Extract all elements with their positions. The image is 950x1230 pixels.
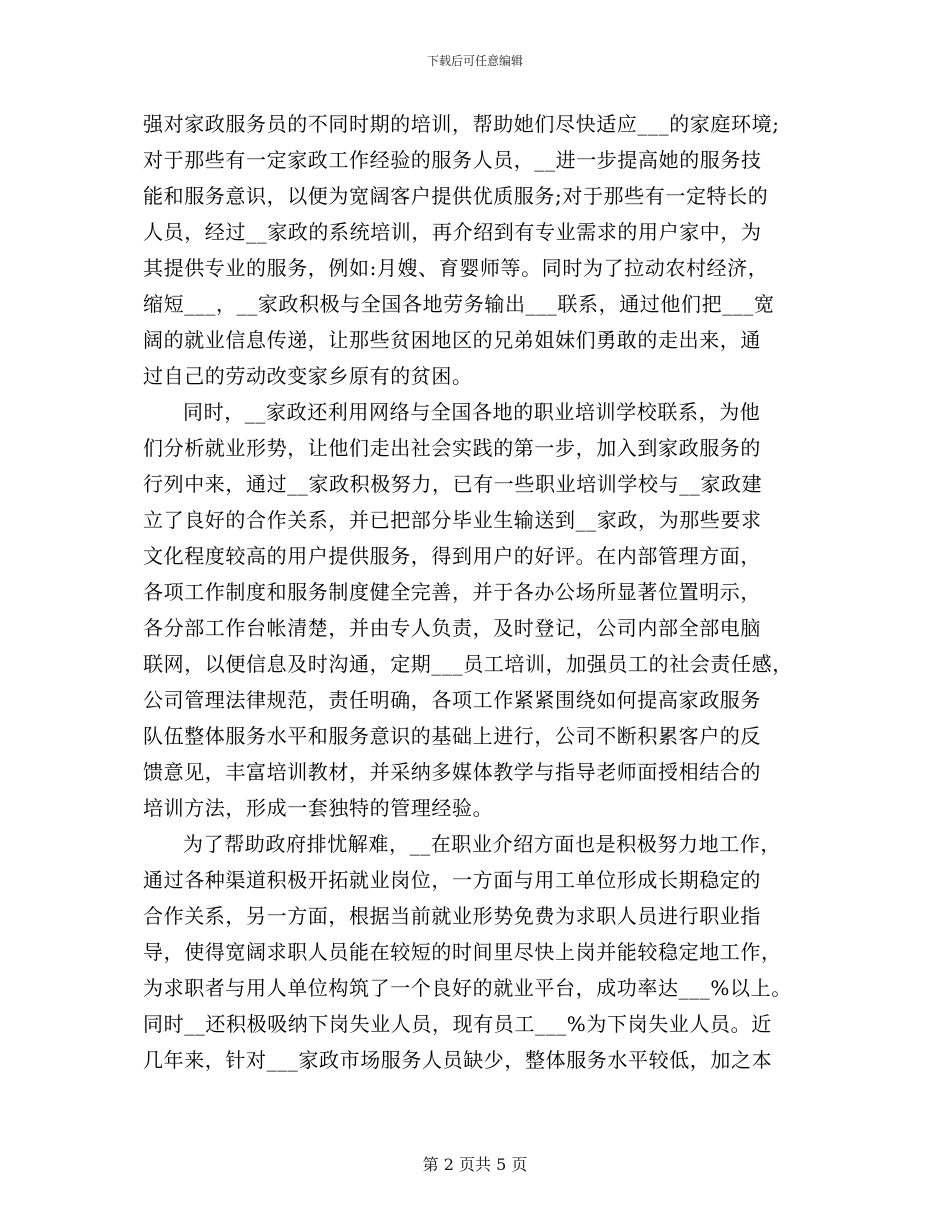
text-line: 导，使得宽阔求职人员能在较短的时间里尽快上岗并能较稳定地工作，	[143, 940, 782, 964]
page-header: 下载后可任意编辑	[426, 54, 523, 68]
text-line: 对于那些有一定家政工作经验的服务人员，__进一步提高她的服务技	[143, 148, 762, 172]
text-line: 培训方法，形成一套独特的管理经验。	[143, 796, 494, 820]
document-body	[143, 106, 803, 1078]
text-line: 缩短___，__家政积极与全国各地劳务输出___联系，通过他们把___宽	[143, 292, 775, 316]
text-line: 为求职者与用人单位构筑了一个良好的就业平台，成功率达___%以上。	[143, 976, 792, 1000]
paragraph-start-line: 同时，__家政还利用网络与全国各地的职业培训学校联系，为他	[183, 400, 761, 424]
text-line: 过自己的劳动改变家乡原有的贫困。	[143, 364, 473, 388]
text-line: 公司管理法律规范，责任明确，各项工作紧紧围绕如何提高家政服务	[143, 688, 761, 712]
text-line: 们分析就业形势，让他们走出社会实践的第一步，加入到家政服务的	[143, 436, 761, 460]
text-line: 联网，以便信息及时沟通，定期___员工培训，加强员工的社会责任感，	[143, 652, 793, 676]
text-line: 各分部工作台帐清楚，并由专人负责，及时登记，公司内部全部电脑	[143, 616, 761, 640]
text-line: 馈意见，丰富培训教材，并采纳多媒体教学与指导老师面授相结合的	[143, 760, 761, 784]
page-footer: 第 2 页共 5 页	[422, 1155, 528, 1174]
text-line: 能和服务意识，以便为宽阔客户提供优质服务;对于那些有一定特长的	[143, 184, 769, 208]
text-line: 同时__还积极吸纳下岗失业人员，现有员工___%为下岗失业人员。近	[143, 1012, 772, 1036]
text-line: 立了良好的合作关系，并已把部分毕业生输送到__家政，为那些要求	[143, 508, 762, 532]
text-line: 强对家政服务员的不同时期的培训，帮助她们尽快适应___的家庭环境;	[143, 112, 780, 136]
text-line: 阔的就业信息传递，让那些贫困地区的兄弟姐妹们勇敢的走出来，通	[143, 328, 761, 352]
text-line: 通过各种渠道积极开拓就业岗位，一方面与用工单位形成长期稳定的	[143, 868, 761, 892]
text-line: 合作关系，另一方面，根据当前就业形势免费为求职人员进行职业指	[143, 904, 761, 928]
text-line: 行列中来，通过__家政积极努力，已有一些职业培训学校与__家政建	[143, 472, 763, 496]
text-line: 几年来，针对___家政市场服务人员缺少，整体服务水平较低，加之本	[143, 1048, 773, 1072]
text-line: 文化程度较高的用户提供服务，得到用户的好评。在内部管理方面，	[143, 544, 761, 568]
text-line: 各项工作制度和服务制度健全完善，并于各办公场所显著位置明示，	[143, 580, 761, 604]
text-line: 其提供专业的服务，例如:月嫂、育婴师等。同时为了拉动农村经济，	[143, 256, 769, 280]
text-line: 人员，经过__家政的系统培训，再介绍到有专业需求的用户家中，为	[143, 220, 762, 244]
paragraph-start-line: 为了帮助政府排忧解难，__在职业介绍方面也是积极努力地工作，	[183, 832, 781, 856]
text-line: 队伍整体服务水平和服务意识的基础上进行，公司不断积累客户的反	[143, 724, 761, 748]
